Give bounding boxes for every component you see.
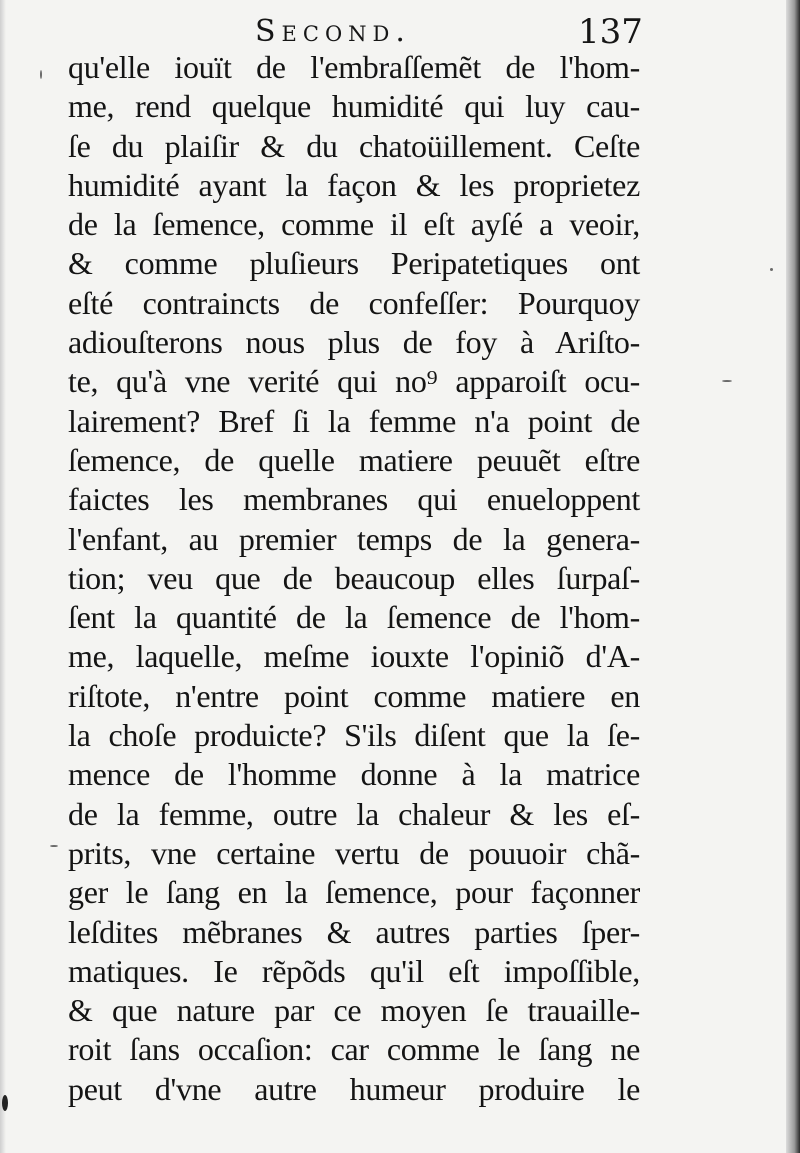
text-line: l'enfant, au premier temps de la genera- (68, 520, 640, 557)
text-line: me, rend quelque humidité qui luy cau- (68, 88, 640, 125)
text-line: mence de l'homme donne à la matrice (68, 756, 640, 793)
text-line: & comme pluſieurs Peripatetiques ont (68, 245, 640, 282)
text-line: lairement? Bref ſi la femme n'a point de (68, 402, 640, 439)
text-line: ſe du plaiſir & du chatoüillement. Ceſte (68, 127, 640, 164)
text-line: leſdites mẽbranes & autres parties ſper- (68, 913, 640, 950)
text-line: tion; veu que de beaucoup elles ſurpaſ- (68, 559, 640, 596)
text-line: de la ſemence, comme il eſt ayſé a veoir, (68, 206, 640, 243)
text-line: de la femme, outre la chaleur & les eſ- (68, 795, 640, 832)
text-line: faictes les membranes qui enueloppent (68, 481, 640, 518)
paper-speck (40, 70, 42, 79)
text-line: te, qu'à vne verité qui no⁹ apparoiſt ocu- (68, 363, 640, 400)
running-head: Second. (255, 14, 411, 49)
text-line: roit ſans occaſion: car comme le ſang ne (68, 1031, 640, 1068)
text-line: me, laquelle, meſme iouxte l'opiniõ d'A- (68, 638, 640, 675)
page-left-edge (0, 0, 6, 1153)
text-line: matiques. Ie rẽpõds qu'il eſt impoſſible, (68, 952, 640, 989)
paper-speck (2, 1095, 8, 1111)
text-line: ſemence, de quelle matiere peuuẽt eſtre (68, 441, 640, 478)
text-line: riſtote, n'entre point comme matiere en (68, 677, 640, 714)
paper-speck (722, 380, 732, 382)
text-line: ger le ſang en la ſemence, pour façonner (68, 874, 640, 911)
page-number: 137 (578, 12, 643, 52)
body-text (68, 48, 640, 1109)
text-line: adiouſterons nous plus de foy à Ariſto- (68, 324, 640, 361)
paper-speck (770, 268, 773, 271)
text-line: peut d'vne autre humeur produire le (68, 1070, 640, 1107)
text-line: ſent la quantité de la ſemence de l'hom- (68, 599, 640, 636)
paper-speck (50, 845, 58, 847)
text-line: & que nature par ce moyen ſe trauaille- (68, 992, 640, 1029)
page-binding-shadow (786, 0, 800, 1153)
text-line: eſté contraincts de confeſſer: Pourquoy (68, 284, 640, 321)
text-line: la choſe produicte? S'ils diſent que la ſe- (68, 717, 640, 754)
text-line: qu'elle iouït de l'embraſſemẽt de l'hom- (68, 49, 640, 85)
text-line: humidité ayant la façon & les proprietez (68, 166, 640, 203)
text-line: prits, vne certaine vertu de pouuoir chã- (68, 834, 640, 871)
